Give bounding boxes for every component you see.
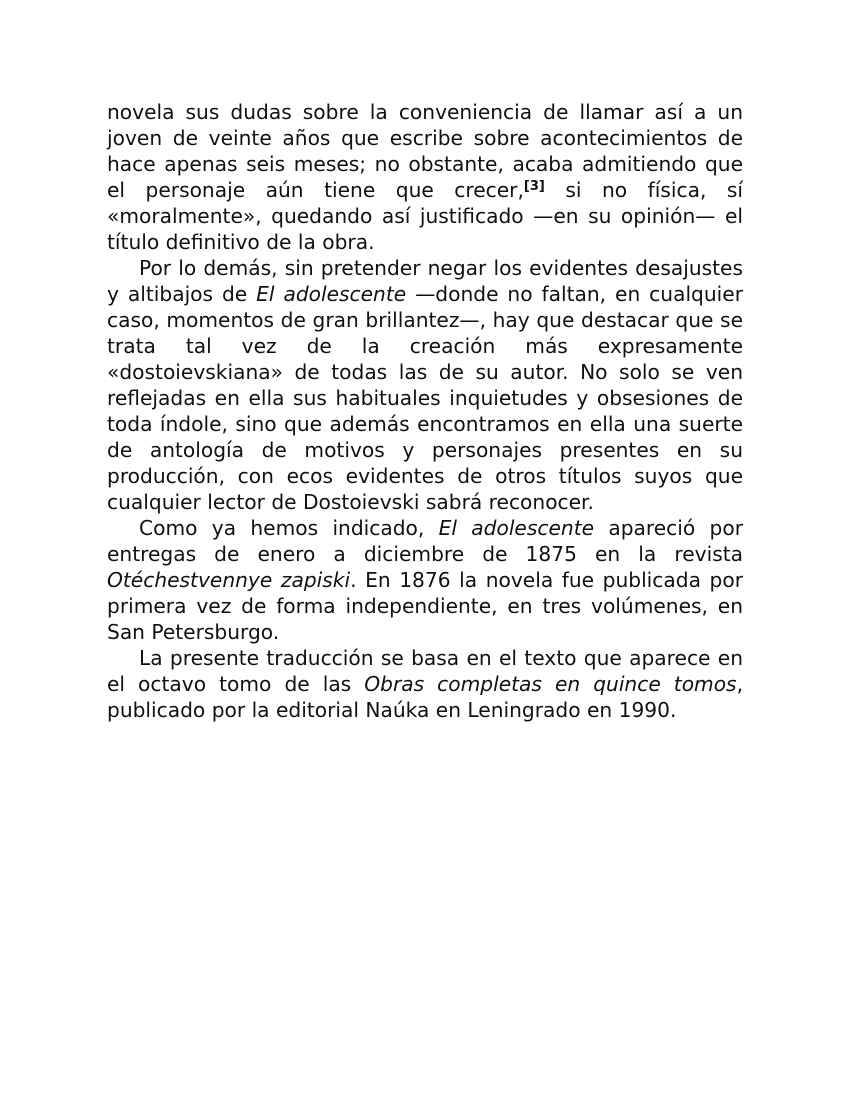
paragraph-4 <box>107 645 743 723</box>
document-page <box>107 99 743 723</box>
journal-title-italic: Otéchestvennye zapiski <box>107 568 351 592</box>
book-title-italic: El adolescente <box>256 282 407 306</box>
paragraph-text: —donde no faltan, en cualquier caso, momentos de gran brillantez—, hay que destacar que se trata tal vez de la creación más expresamente «dostoievskiana» de todas las de su autor. No solo se ven reflejadas en ella sus habituales inquietudes y obsesiones de toda índole, sino que además encontramos en ella una suerte de antología de motivos y personajes presentes en su producción, con ecos evidentes de otros títulos suyos que cualquier lector de Dostoievski sabrá reconocer. <box>107 282 743 514</box>
footnote-reference-3[interactable]: [3] <box>523 179 545 194</box>
paragraph-text: , publicado por la editorial Naúka en Leningrado en 1990. <box>107 672 743 722</box>
paragraph-text: apareció por entregas de enero a diciembre de 1875 en la revista <box>107 516 743 566</box>
paragraph-3 <box>107 515 743 645</box>
paragraph-2 <box>107 255 743 515</box>
paragraph-1 <box>107 99 743 255</box>
paragraph-text: Como ya hemos indicado, <box>139 516 439 540</box>
edition-title-italic: Obras completas en quince tomos <box>364 672 737 696</box>
book-title-italic: El adolescente <box>438 516 595 540</box>
paragraph-text: Por lo demás, sin pretender negar los evidentes desajustes y altibajos de <box>107 256 743 306</box>
paragraph-text: novela sus dudas sobre la conveniencia de llamar así a un joven de veinte años que escribe sobre acontecimientos de hace apenas seis meses; no obstante, acaba admitiendo que el personaje aún tiene que crecer, <box>107 100 743 202</box>
paragraph-text: . En 1876 la novela fue publicada por primera vez de forma independiente, en tres volúmenes, en San Petersburgo. <box>107 568 743 644</box>
paragraph-text: si no física, sí «moralmente», quedando así justificado —en su opinión— el título definitivo de la obra. <box>107 178 743 254</box>
paragraph-text: La presente traducción se basa en el texto que aparece en el octavo tomo de las <box>107 646 743 696</box>
